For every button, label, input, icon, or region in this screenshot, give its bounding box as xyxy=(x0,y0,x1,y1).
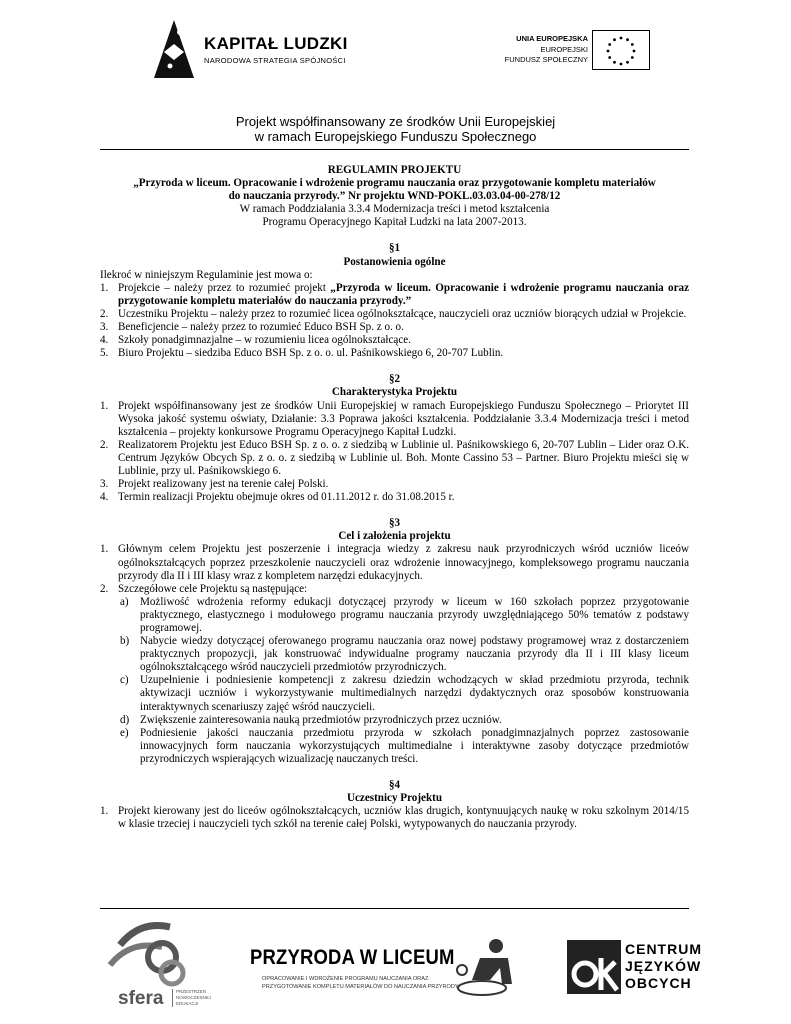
sub-list-item: e) Podniesienie jakości nauczania przedmiotu przyroda w szkołach ponadgimnazjalnych poprzez zastosowanie innowacyjnych form nauczania wykorzystujących multimedialne i interaktywne zasoby dotyczące przedmiotów przyrodniczych wspierających wizualizację nauczanych treści. xyxy=(120,726,689,765)
list-item: 2. Uczestniku Projektu – należy przez to rozumieć licea ogólnokształcące, nauczycieli oraz uczniów biorących udział w Projekcie. xyxy=(100,307,687,320)
cofunding-line1: Projekt współfinansowany ze środków Unii Europejskiej xyxy=(235,114,556,129)
doc-title-line2: do nauczania przyrody.” Nr projektu WND-POKL.03.03.04-00-278/12 xyxy=(228,190,561,203)
przyroda-title: PRZYRODA W LICEUM xyxy=(250,946,455,969)
section-1-title: Postanowienia ogólne xyxy=(343,255,446,268)
section-3-number: §3 xyxy=(388,517,401,530)
reading-person-icon xyxy=(450,936,520,1000)
sub-list-item: b) Nabycie wiedzy dotyczącej oferowanego programu nauczania oraz nowej podstawy programowej wraz z dostarczeniem praktycznych propozycji, jak konstruować indywidualne programy nauczania przyrody dla II i III klasy liceum ogólnokształcącego wśród nauczycieli przedmiotów przyrodniczych. xyxy=(120,635,689,674)
przyroda-w-liceum-logo xyxy=(250,936,520,1006)
doc-title-line1: „Przyroda w liceum. Opracowanie i wdrożenie programu nauczania oraz przygotowanie kompletu materiałów xyxy=(133,177,656,190)
centrum-jezykow-obcych-logo xyxy=(567,940,702,995)
list-item: 5. Biuro Projektu – siedziba Educo BSH Sp. z o. o. ul. Paśnikowskiego 6, 20-707 Lublin. xyxy=(100,347,504,360)
sfera-name: sfera xyxy=(118,988,164,1009)
eu-flag-icon xyxy=(592,30,650,70)
section-1-intro: Ilekroć w niniejszym Regulaminie jest mowa o: xyxy=(100,268,313,281)
eu-line1: UNIA EUROPEJSKA xyxy=(516,34,588,43)
sfera-tag3: EDUKACJI xyxy=(176,1001,199,1006)
list-item: 1. Projekt współfinansowany jest ze środków Unii Europejskiej w ramach Europejskiego Funduszu Społecznego – Priorytet III Wysoka jakość systemu oświaty, Działanie: 3.3 Poprawa jakości kształcenia. Poddziałanie 3.3.4 Modernizacja treści i metod kształcenia – projekty konkursowe Programu Operacyjnego Kapitał Ludzki. xyxy=(100,399,689,438)
list-item: 1. Głównym celem Projektu jest poszerzenie i integracja wiedzy z zakresu nauk przyrodniczych wśród uczniów liceów ogólnokształcących poprzez przeszkolenie nauczycieli oraz wdrożenie innowacyjnego, kompleksowego programu nauczania przyrody dla II i III klasy wraz z kompletem narzędzi edukacyjnych. xyxy=(100,543,689,582)
doc-title-line3: W ramach Poddziałania 3.3.4 Modernizacja treści i metod kształcenia xyxy=(239,203,550,216)
przyroda-sub1: OPRACOWANIE I WDROŻENIE PROGRAMU NAUCZANIA ORAZ xyxy=(262,976,429,982)
section-4-number: §4 xyxy=(388,779,401,792)
list-item: 2. Szczegółowe cele Projektu są następujące: xyxy=(100,582,308,595)
footer-divider xyxy=(100,908,689,909)
eu-logo xyxy=(505,30,650,70)
list-item: 3. Beneficjencie – należy przez to rozumieć Educo BSH Sp. z o. o. xyxy=(100,321,404,334)
section-2-number: §2 xyxy=(388,373,401,386)
sfera-tag2: NOWOCZESNEJ xyxy=(176,995,212,1000)
list-item: 3. Projekt realizowany jest na terenie całej Polski. xyxy=(100,478,329,491)
sub-list-item: c) Uzupełnienie i podniesienie kompetencji z zakresu dziedzin wchodzących w skład przedmiotu przyroda, technik aktywizacji uczniów i wykorzystywanie multimedialnych narzędzi dydaktycznych oraz sposobów konstruowania interaktywnych scenariuszy zajęć wśród nauczycieli. xyxy=(120,674,689,713)
sub-list-item: a) Możliwość wdrożenia reformy edukacji dotyczącej przyrody w liceum w 160 szkołach poprzez przygotowanie praktycznego, elastycznego i modułowego programu nauczania przyrody uwzględniającego 50% tematów z podstawy programowej. xyxy=(120,595,689,634)
header-divider xyxy=(100,149,689,150)
przyroda-sub2: PRZYGOTOWANIE KOMPLETU MATERIAŁÓW DO NAUCZANIA PRZYRODY xyxy=(262,984,459,990)
sub-list-item: d) Zwiększenie zainteresowania nauką przedmiotów przyrodniczych przez uczniów. xyxy=(120,713,502,726)
eu-line2: EUROPEJSKI xyxy=(540,45,588,54)
kapital-ludzki-emblem-icon xyxy=(150,18,200,80)
cjo-line2: JĘZYKÓW xyxy=(625,958,702,974)
cofunding-line2: w ramach Europejskiego Funduszu Społecznego xyxy=(254,129,537,144)
section-2-title: Charakterystyka Projektu xyxy=(331,386,458,399)
list-item: 4. Szkoły ponadgimnazjalne – w rozumieniu licea ogólnokształcące. xyxy=(100,334,411,347)
kapital-ludzki-subtitle: NARODOWA STRATEGIA SPÓJNOŚCI xyxy=(204,56,346,65)
cjo-line1: CENTRUM xyxy=(625,941,702,957)
section-1-number: §1 xyxy=(388,242,401,255)
sfera-logo xyxy=(100,915,220,1015)
document-body xyxy=(100,164,689,831)
section-3-title: Cel i założenia projektu xyxy=(338,530,451,543)
cjo-line3: OBCYCH xyxy=(625,975,692,991)
doc-heading: REGULAMIN PROJEKTU xyxy=(327,164,462,176)
eu-line3: FUNDUSZ SPOŁECZNY xyxy=(504,55,588,64)
list-item: 2. Realizatorem Projektu jest Educo BSH Sp. z o. o. z siedzibą w Lublinie ul. Paśnikowskiego 6, 20-707 Lublin – Lider oraz O.K. Centrum Języków Obcych Sp. z o. o. z siedzibą w Lublinie ul. Boh. Monte Cassino 53 – Partner. Biuro Projektu mieści się w Lublinie, przy ul. Paśnikowskiego 6. xyxy=(100,438,689,477)
list-item: 4. Termin realizacji Projektu obejmuje okres od 01.11.2012 r. do 31.08.2015 r. xyxy=(100,491,455,504)
list-item: 1. Projekcie – należy przez to rozumieć projekt „Przyroda w liceum. Opracowanie i wdrożenie programu nauczania oraz przygotowanie kompletu materiałów do nauczania przyrody.” xyxy=(100,281,689,307)
list-item: 1. Projekt kierowany jest do liceów ogólnokształcących, uczniów klas drugich, kontynuujących naukę w roku szkolnym 2014/15 w klasie trzeciej i nauczycieli tych szkół na terenie całej Polski, wytypowanych do nauczania przyrody. xyxy=(100,805,689,831)
doc-title-line4: Programu Operacyjnego Kapitał Ludzki na lata 2007-2013. xyxy=(262,216,527,229)
kapital-ludzki-logo xyxy=(150,18,350,80)
ok-emblem-icon xyxy=(567,940,623,995)
kapital-ludzki-title: KAPITAŁ LUDZKI xyxy=(204,34,348,53)
section-4-title: Uczestnicy Projektu xyxy=(347,792,442,805)
sfera-tag1: PRZESTRZEŃ xyxy=(176,989,207,994)
